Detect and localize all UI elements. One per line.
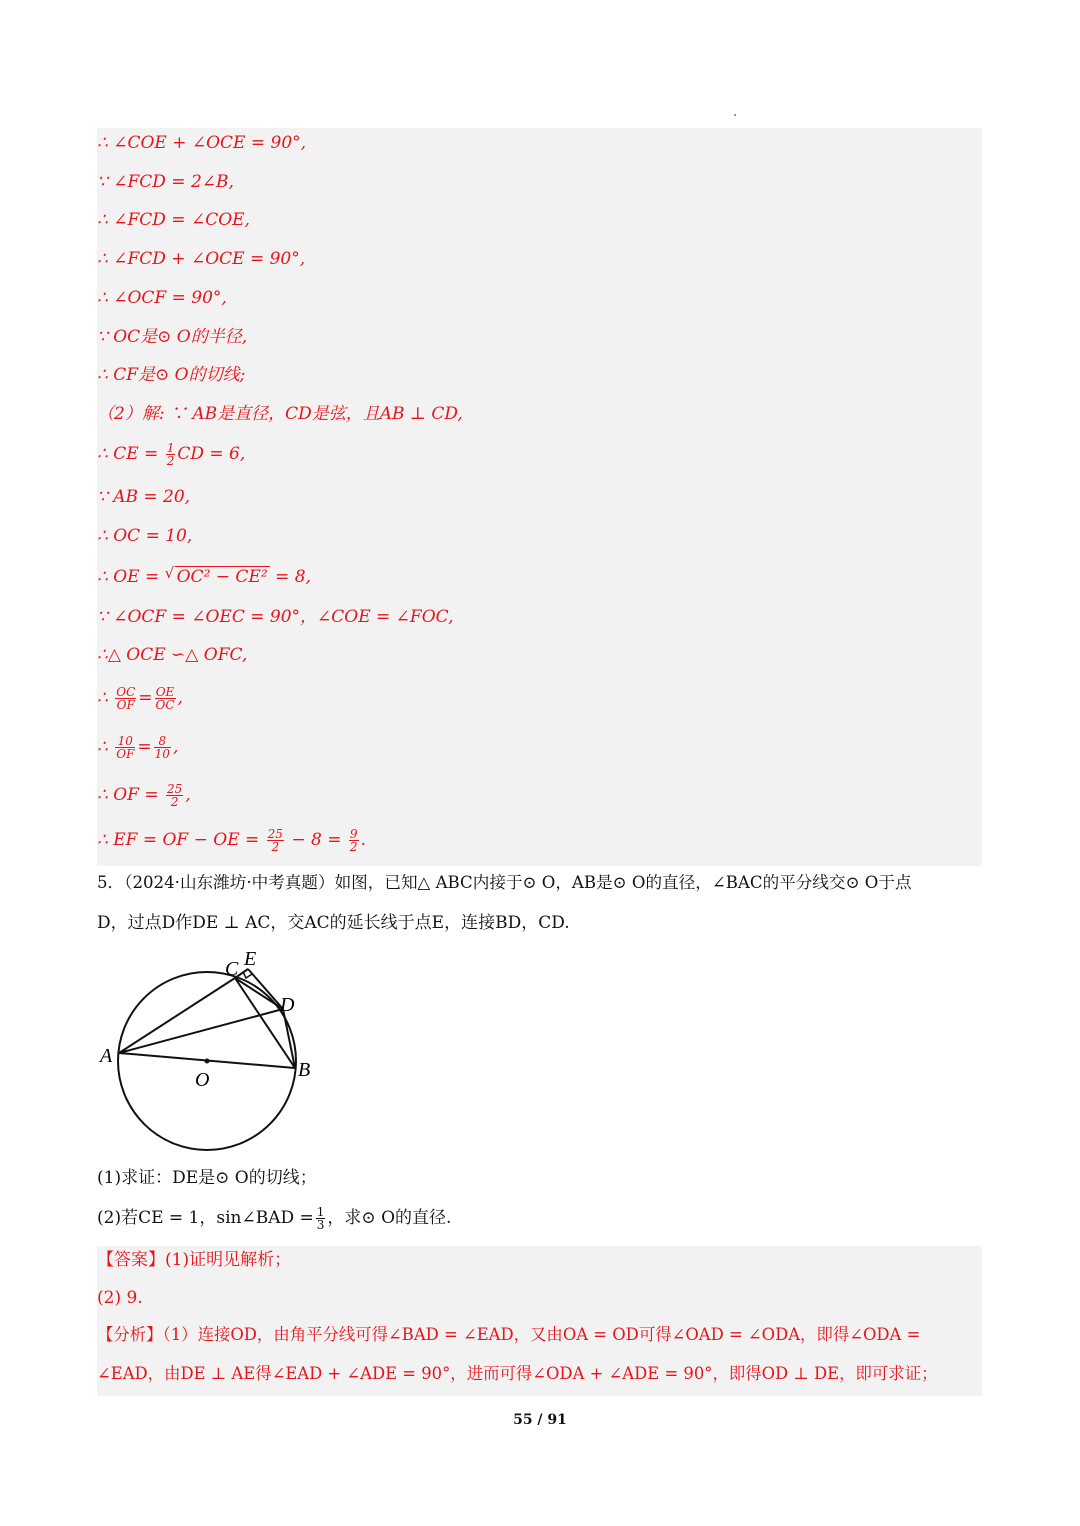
circle-figure: [95, 945, 325, 1155]
frac-den: OF: [116, 747, 135, 761]
problem-line2: D，过点D作DE ⊥ AC，交AC的延长线于点E，连接BD，CD.: [97, 913, 570, 933]
analysis-tag: 【分析】: [97, 1325, 163, 1344]
sol-line: ∴ ∠FCD + ∠OCE = 90°,: [97, 249, 306, 269]
analysis-line1: [97, 1323, 920, 1347]
sol-line-of: ∴ OF = $\frac{25}{2}$ ,: [97, 782, 191, 809]
sol-line: ∵ AB = 20,: [97, 487, 191, 507]
label-o: O: [195, 1069, 210, 1091]
answer-line2: (2) 9.: [97, 1288, 143, 1308]
problem-line1: 5．（2024·山东潍坊·中考真题）如图，已知△ ABC内接于⊙ O，AB是⊙ O的直径，∠BAC的平分线交⊙ O于点: [97, 873, 912, 892]
sol-line: ∴ ∠OCF = 90°,: [97, 288, 227, 308]
fraction: [349, 828, 359, 853]
frac-den: 2: [349, 840, 358, 854]
sol-line-oe: [97, 565, 311, 589]
fraction: [166, 783, 183, 808]
frac-den: 2: [271, 840, 280, 854]
sol-line-ratio1-lead: ∴: [97, 688, 108, 708]
sol-line: ∵ ∠OCF = ∠OEC = 90°，∠COE = ∠FOC,: [97, 607, 454, 627]
label-e: E: [244, 948, 257, 970]
fraction: [115, 735, 135, 760]
subquestion-2-rest: ，求⊙ O的直径.: [327, 1208, 452, 1228]
answer-tag: 【答案】: [97, 1250, 165, 1270]
label-a: A: [100, 1045, 113, 1067]
fraction: [154, 735, 171, 760]
subquestion-1: (1)求证：DE是⊙ O的切线；: [97, 1168, 317, 1188]
frac-den: 2: [170, 795, 179, 809]
fraction: [115, 686, 136, 711]
sol-line-oe-lead: ∴ OE =: [97, 567, 160, 587]
frac-den: 10: [154, 747, 170, 761]
frac-den: 3: [316, 1218, 325, 1232]
label-c: C: [225, 958, 239, 980]
fraction: [155, 686, 176, 711]
label-b: B: [298, 1059, 311, 1081]
fraction: [267, 828, 284, 853]
ef-mid: − 8 =: [285, 830, 347, 850]
frac-num: 10: [115, 735, 135, 748]
answer-part1: (1)证明见解析；: [165, 1250, 292, 1270]
segment-ad: [119, 1009, 283, 1053]
sol-line-ratio2-lead: ∴: [97, 737, 108, 757]
fraction: [316, 1206, 326, 1231]
page-number: 55 / 91: [513, 1412, 567, 1428]
frac-num: OC: [116, 685, 136, 699]
subquestion-2: [97, 1206, 451, 1231]
fraction: [166, 442, 176, 467]
sol-line: ∵ ∠FCD = 2∠B,: [97, 172, 234, 192]
analysis-text1: （1）连接OD，由角平分线可得∠BAD = ∠EAD，又由OA = OD可得∠OAD = ∠ODA，即得∠ODA =: [162, 1325, 921, 1344]
solution-box: [97, 128, 982, 866]
sol-line: （2）解: ∵ AB是直径，CD是弦，且AB ⊥ CD,: [97, 404, 463, 424]
sol-line-ratio2: ∴ $\frac{10}{OF}$ = $\frac{8}{10}$ ,: [97, 734, 179, 761]
sol-line-ef: ∴ EF = OF − OE = $\frac{25}{2}$ − 8 = $\frac{9}{2}$ .: [97, 827, 366, 854]
sol-line: ∴ CF是⊙ O的切线;: [97, 365, 246, 385]
sol-line-ce-lead: ∴ CE =: [97, 444, 159, 464]
answer-line1: [97, 1248, 291, 1272]
frac-num: 8: [154, 735, 171, 748]
sol-line: ∴ ∠FCD = ∠COE,: [97, 210, 250, 230]
sol-line: ∴ ∠COE + ∠OCE = 90°,: [97, 133, 307, 153]
sol-line-of-lead: ∴ OF =: [97, 785, 159, 805]
label-d: D: [280, 994, 295, 1016]
sol-line-oe-rest: = 8,: [269, 567, 311, 587]
analysis-line2: ∠EAD，由DE ⊥ AE得∠EAD + ∠ADE = 90°，进而可得∠ODA + ∠ADE = 90°，即得OD ⊥ DE，即可求证；: [97, 1364, 938, 1383]
segment-ac: [119, 978, 235, 1053]
sqrt-expression: √ OC² − CE²: [175, 566, 270, 587]
subquestion-2-lead: (2)若CE = 1，sin∠BAD =: [97, 1208, 314, 1228]
frac-num: OE: [155, 685, 175, 699]
frac-num: 25: [167, 782, 183, 796]
frac-num: 1: [316, 1205, 325, 1219]
frac-den: 2: [166, 454, 175, 468]
frac-den: OC: [155, 698, 175, 712]
speck: [734, 114, 736, 116]
sol-line-ce: [97, 442, 245, 467]
frac-num: 9: [349, 827, 358, 841]
frac-den: OF: [116, 698, 135, 712]
sol-line-ef-lead: ∴ EF = OF − OE =: [97, 830, 260, 850]
frac-num: 25: [267, 827, 283, 841]
frac-num: 1: [166, 441, 175, 455]
sol-line: ∴ OC = 10,: [97, 526, 193, 546]
sol-line-ce-rest: CD = 6,: [177, 444, 246, 464]
sol-line-ratio1: ∴ $\frac{OC}{OF}$ = $\frac{OE}{OC}$ ,: [97, 685, 183, 712]
center-point: [205, 1059, 210, 1064]
sol-line: ∴△ OCE ∽△ OFC,: [97, 645, 248, 665]
sol-line: ∵ OC是⊙ O的半径,: [97, 327, 248, 347]
